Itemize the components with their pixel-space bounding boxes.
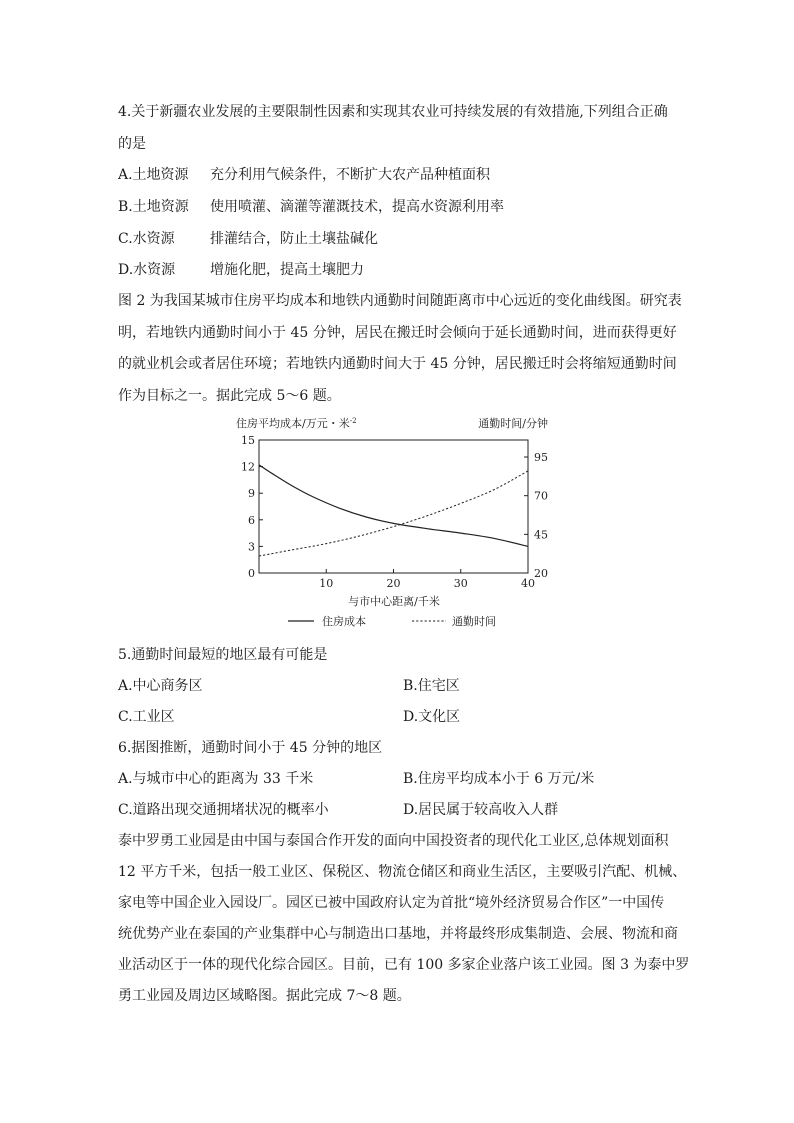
q5-option-a: A.中心商务区 — [118, 678, 203, 694]
q6-option-c: C.道路出现交通拥堵状况的概率小 — [118, 802, 329, 818]
q4-stem-line2: 的是 — [118, 136, 146, 152]
x-axis-label: 与市中心距离/千米 — [348, 595, 440, 608]
intro3-line5: 业活动区于一体的现代化综合园区。目前，已有 100 多家企业落户该工业园。图 3 为泰中罗 — [118, 957, 690, 973]
q4-option-d-key: D.水资源 — [118, 262, 176, 278]
commute-time-line — [259, 471, 528, 556]
q5-option-d: D.文化区 — [403, 709, 461, 725]
left-tick-label: 9 — [248, 487, 255, 501]
x-tick-label: 20 — [386, 577, 401, 590]
right-tick-label: 95 — [534, 451, 548, 465]
q4-option-a-key: A.土地资源 — [118, 167, 189, 183]
q4-option-d-text: 增施化肥，提高土壤肥力 — [210, 262, 364, 278]
left-tick-label: 3 — [248, 540, 255, 554]
intro3-line6: 勇工业园及周边区域略图。据此完成 7～8 题。 — [118, 988, 411, 1004]
q4-option-a-text: 充分利用气候条件，不断扩大农产品种植面积 — [210, 167, 490, 183]
q4-option-b-key: B.土地资源 — [118, 199, 189, 215]
q4-option-d — [118, 260, 364, 280]
left-axis-label-sup: -2 — [349, 417, 357, 425]
q4-option-b-text: 使用喷灌、滴灌等灌溉技术，提高水资源利用率 — [210, 199, 504, 215]
right-tick-label: 70 — [534, 489, 548, 503]
x-tick-label: 10 — [319, 577, 334, 590]
q4-option-c-text: 排灌结合，防止土壤盐碱化 — [210, 231, 378, 247]
figure-2-chart — [230, 412, 560, 634]
left-tick-label: 0 — [248, 567, 255, 580]
legend-solid-label: 住房成本 — [322, 615, 366, 628]
left-tick-label: 12 — [241, 460, 255, 474]
legend-dashed-label: 通勤时间 — [452, 615, 496, 628]
q4-option-c-key: C.水资源 — [118, 231, 175, 247]
q4-option-a — [118, 165, 490, 185]
plot-frame — [259, 440, 528, 573]
right-tick-label: 45 — [534, 528, 548, 542]
housing-cost-line — [259, 465, 528, 547]
q4-option-b — [118, 197, 504, 217]
q6-stem: 6.据图推断，通勤时间小于 45 分钟的地区 — [118, 740, 383, 756]
left-tick-label: 15 — [241, 434, 255, 447]
q4-option-c — [118, 229, 378, 249]
intro2-line1: 图 2 为我国某城市住房平均成本和地铁内通勤时间随距离市中心远近的变化曲线图。研究表 — [118, 293, 682, 309]
right-axis-label: 通勤时间/分钟 — [478, 417, 548, 430]
x-tick-label: 40 — [521, 577, 535, 590]
left-axis-label — [236, 416, 357, 430]
intro3-line1: 泰中罗勇工业园是由中国与泰国合作开发的面向中国投资者的现代化工业区,总体规划面积 — [118, 833, 669, 849]
intro2-line3: 的就业机会或者居住环境；若地铁内通勤时间大于 45 分钟，居民搬迁时会将缩短通勤时间 — [118, 356, 677, 372]
intro2-line4: 作为目标之一。据此完成 5～6 题。 — [118, 388, 341, 404]
q6-option-a: A.与城市中心的距离为 33 千米 — [118, 771, 314, 787]
x-tick-label: 30 — [453, 577, 468, 590]
q5-stem: 5.通勤时间最短的地区最有可能是 — [118, 647, 328, 663]
q5-option-b: B.住宅区 — [403, 678, 460, 694]
intro2-line2: 明，若地铁内通勤时间小于 45 分钟，居民在搬迁时会倾向于延长通勤时间，进而获得更好 — [118, 325, 677, 341]
intro3-line4: 统优势产业在泰国的产业集群中心与制造出口基地，并将最终形成集制造、会展、物流和商 — [118, 926, 678, 942]
q5-option-c: C.工业区 — [118, 709, 175, 725]
intro3-line2: 12 平方千米，包括一般工业区、保税区、物流仓储区和商业生活区，主要吸引汽配、机械、 — [118, 864, 687, 880]
intro3-line3: 家电等中国企业入园设厂。园区已被中国政府认定为首批“境外经济贸易合作区”一中国传 — [118, 895, 665, 911]
q4-stem-line1: 4.关于新疆农业发展的主要限制性因素和实现其农业可持续发展的有效措施,下列组合正确 — [118, 104, 668, 120]
left-axis-label-text: 住房平均成本/万元・米 — [236, 417, 350, 430]
q6-option-d: D.居民属于较高收入人群 — [403, 802, 559, 818]
left-tick-label: 6 — [248, 513, 255, 527]
q6-option-b: B.住房平均成本小于 6 万元/米 — [403, 771, 595, 787]
right-tick-label: 20 — [534, 567, 548, 580]
